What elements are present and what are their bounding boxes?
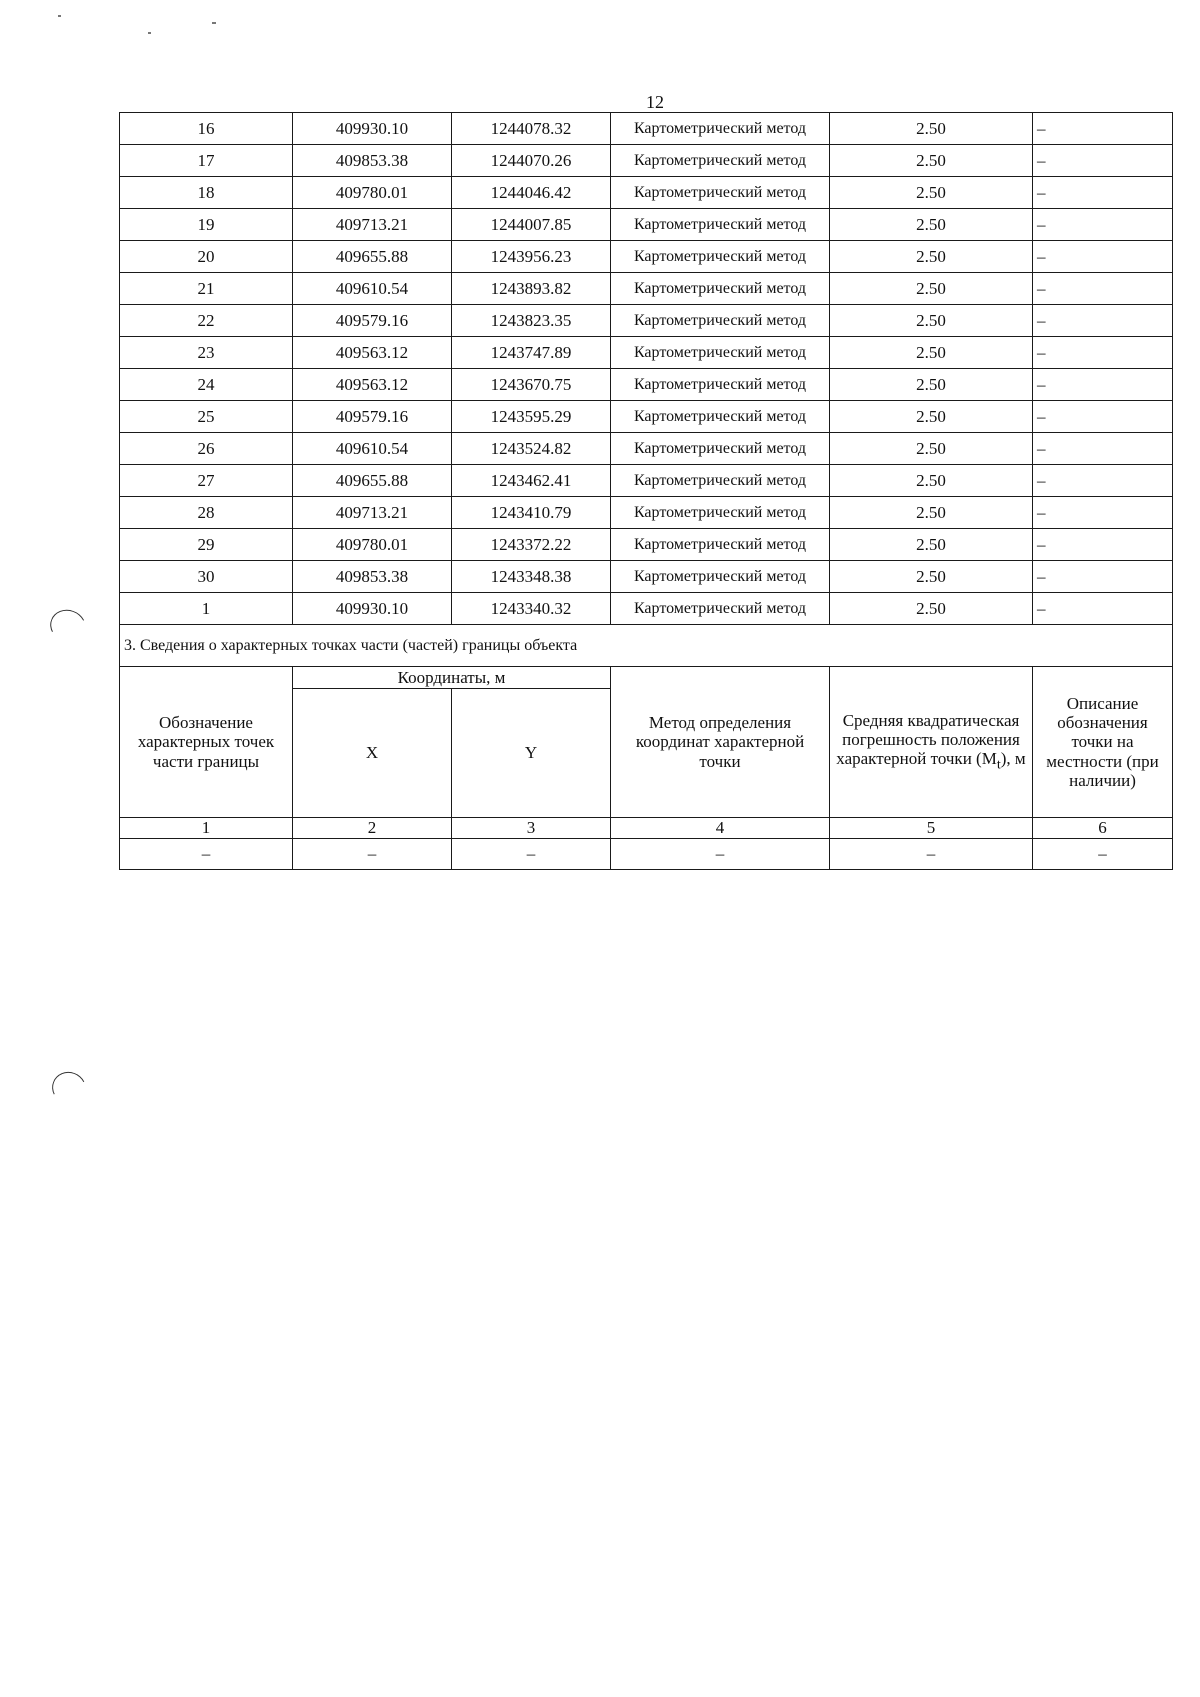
- y-coordinate-cell: 1243372.22: [452, 529, 611, 561]
- x-coordinate-cell: 409780.01: [293, 177, 452, 209]
- y-coordinate-cell: 1243595.29: [452, 401, 611, 433]
- error-cell: 2.50: [830, 209, 1033, 241]
- point-number-cell: 23: [120, 337, 293, 369]
- method-cell: Картометрический метод: [611, 561, 830, 593]
- method-cell: Картометрический метод: [611, 177, 830, 209]
- point-number-cell: 21: [120, 273, 293, 305]
- empty-value-cell: –: [120, 839, 293, 870]
- description-cell: –: [1033, 209, 1173, 241]
- page-number: 12: [646, 92, 664, 112]
- table-row: [120, 177, 1173, 209]
- header-point-designation: Обозначение характерных точек части границы: [120, 667, 293, 818]
- table-row: [120, 465, 1173, 497]
- column-number-cell: 5: [830, 818, 1033, 839]
- error-cell: 2.50: [830, 113, 1033, 145]
- empty-value-cell: –: [452, 839, 611, 870]
- point-number-cell: 24: [120, 369, 293, 401]
- table-row: [120, 209, 1173, 241]
- section3-title: 3. Сведения о характерных точках части (частей) границы объекта: [120, 625, 1173, 667]
- y-coordinate-cell: 1243348.38: [452, 561, 611, 593]
- boundary-points-table: [119, 112, 1173, 870]
- empty-value-cell: –: [611, 839, 830, 870]
- description-cell: –: [1033, 337, 1173, 369]
- point-number-cell: 1: [120, 593, 293, 625]
- table-row: [120, 273, 1173, 305]
- point-number-cell: 27: [120, 465, 293, 497]
- x-coordinate-cell: 409610.54: [293, 433, 452, 465]
- error-cell: 2.50: [830, 369, 1033, 401]
- y-coordinate-cell: 1243956.23: [452, 241, 611, 273]
- y-coordinate-cell: 1243462.41: [452, 465, 611, 497]
- x-coordinate-cell: 409579.16: [293, 401, 452, 433]
- description-cell: –: [1033, 145, 1173, 177]
- method-cell: Картометрический метод: [611, 465, 830, 497]
- point-number-cell: 28: [120, 497, 293, 529]
- description-cell: –: [1033, 497, 1173, 529]
- table-row: [120, 113, 1173, 145]
- method-cell: Картометрический метод: [611, 145, 830, 177]
- header-description: Описание обозначения точки на местности (при наличии): [1033, 667, 1173, 818]
- x-coordinate-cell: 409713.21: [293, 497, 452, 529]
- description-cell: –: [1033, 273, 1173, 305]
- column-numbers-row: [120, 818, 1173, 839]
- error-cell: 2.50: [830, 337, 1033, 369]
- x-coordinate-cell: 409853.38: [293, 561, 452, 593]
- column-number-cell: 6: [1033, 818, 1173, 839]
- x-coordinate-cell: 409563.12: [293, 337, 452, 369]
- scan-speck: [148, 32, 151, 34]
- error-cell: 2.50: [830, 529, 1033, 561]
- column-number-cell: 3: [452, 818, 611, 839]
- scan-speck: [212, 22, 216, 24]
- method-cell: Картометрический метод: [611, 337, 830, 369]
- method-cell: Картометрический метод: [611, 273, 830, 305]
- x-coordinate-cell: 409655.88: [293, 465, 452, 497]
- description-cell: –: [1033, 465, 1173, 497]
- header-method: Метод определения координат характерной точки: [611, 667, 830, 818]
- x-coordinate-cell: 409655.88: [293, 241, 452, 273]
- table-row: [120, 369, 1173, 401]
- header-error-main: Средняя квадратическая погрешность положения характерной точки (M: [836, 710, 1020, 768]
- point-number-cell: 30: [120, 561, 293, 593]
- point-number-cell: 29: [120, 529, 293, 561]
- y-coordinate-cell: 1243524.82: [452, 433, 611, 465]
- table-row: [120, 241, 1173, 273]
- table-row: [120, 305, 1173, 337]
- column-number-cell: 1: [120, 818, 293, 839]
- empty-value-cell: –: [830, 839, 1033, 870]
- method-cell: Картометрический метод: [611, 401, 830, 433]
- header-coordinates: Координаты, м: [293, 667, 611, 689]
- y-coordinate-cell: 1243670.75: [452, 369, 611, 401]
- empty-value-cell: –: [293, 839, 452, 870]
- description-cell: –: [1033, 433, 1173, 465]
- description-cell: –: [1033, 305, 1173, 337]
- error-cell: 2.50: [830, 145, 1033, 177]
- header-error: [830, 667, 1033, 818]
- point-number-cell: 18: [120, 177, 293, 209]
- y-coordinate-cell: 1243823.35: [452, 305, 611, 337]
- header-error-tail: ), м: [1000, 748, 1026, 768]
- point-number-cell: 17: [120, 145, 293, 177]
- method-cell: Картометрический метод: [611, 433, 830, 465]
- punch-hole-mark: [46, 605, 91, 647]
- table-row: [120, 593, 1173, 625]
- empty-value-cell: –: [1033, 839, 1173, 870]
- header-y: Y: [452, 689, 611, 818]
- point-number-cell: 20: [120, 241, 293, 273]
- error-cell: 2.50: [830, 561, 1033, 593]
- description-cell: –: [1033, 369, 1173, 401]
- y-coordinate-cell: 1244070.26: [452, 145, 611, 177]
- table-row: [120, 529, 1173, 561]
- point-number-cell: 19: [120, 209, 293, 241]
- error-cell: 2.50: [830, 593, 1033, 625]
- y-coordinate-cell: 1243340.32: [452, 593, 611, 625]
- error-cell: 2.50: [830, 433, 1033, 465]
- error-cell: 2.50: [830, 497, 1033, 529]
- x-coordinate-cell: 409579.16: [293, 305, 452, 337]
- description-cell: –: [1033, 593, 1173, 625]
- point-number-cell: 16: [120, 113, 293, 145]
- x-coordinate-cell: 409563.12: [293, 369, 452, 401]
- error-cell: 2.50: [830, 305, 1033, 337]
- method-cell: Картометрический метод: [611, 305, 830, 337]
- y-coordinate-cell: 1243410.79: [452, 497, 611, 529]
- method-cell: Картометрический метод: [611, 529, 830, 561]
- error-cell: 2.50: [830, 241, 1033, 273]
- punch-hole-mark: [48, 1067, 91, 1109]
- x-coordinate-cell: 409930.10: [293, 593, 452, 625]
- column-number-cell: 2: [293, 818, 452, 839]
- error-cell: 2.50: [830, 465, 1033, 497]
- error-cell: 2.50: [830, 401, 1033, 433]
- x-coordinate-cell: 409930.10: [293, 113, 452, 145]
- empty-data-row: [120, 839, 1173, 870]
- x-coordinate-cell: 409780.01: [293, 529, 452, 561]
- y-coordinate-cell: 1243747.89: [452, 337, 611, 369]
- method-cell: Картометрический метод: [611, 369, 830, 401]
- method-cell: Картометрический метод: [611, 497, 830, 529]
- point-number-cell: 25: [120, 401, 293, 433]
- description-cell: –: [1033, 561, 1173, 593]
- description-cell: –: [1033, 241, 1173, 273]
- y-coordinate-cell: 1244046.42: [452, 177, 611, 209]
- description-cell: –: [1033, 401, 1173, 433]
- y-coordinate-cell: 1243893.82: [452, 273, 611, 305]
- x-coordinate-cell: 409713.21: [293, 209, 452, 241]
- point-number-cell: 22: [120, 305, 293, 337]
- table-row: [120, 561, 1173, 593]
- table-row: [120, 433, 1173, 465]
- error-cell: 2.50: [830, 273, 1033, 305]
- scan-speck: [58, 15, 61, 17]
- x-coordinate-cell: 409610.54: [293, 273, 452, 305]
- x-coordinate-cell: 409853.38: [293, 145, 452, 177]
- error-cell: 2.50: [830, 177, 1033, 209]
- method-cell: Картометрический метод: [611, 113, 830, 145]
- column-number-cell: 4: [611, 818, 830, 839]
- table-row: [120, 145, 1173, 177]
- header-x: X: [293, 689, 452, 818]
- method-cell: Картометрический метод: [611, 593, 830, 625]
- description-cell: –: [1033, 113, 1173, 145]
- description-cell: –: [1033, 177, 1173, 209]
- table-row: [120, 497, 1173, 529]
- y-coordinate-cell: 1244007.85: [452, 209, 611, 241]
- table-row: [120, 401, 1173, 433]
- points-table-body: [120, 113, 1173, 625]
- description-cell: –: [1033, 529, 1173, 561]
- point-number-cell: 26: [120, 433, 293, 465]
- method-cell: Картометрический метод: [611, 241, 830, 273]
- y-coordinate-cell: 1244078.32: [452, 113, 611, 145]
- table-row: [120, 337, 1173, 369]
- method-cell: Картометрический метод: [611, 209, 830, 241]
- header-error-sub: t: [996, 756, 1001, 773]
